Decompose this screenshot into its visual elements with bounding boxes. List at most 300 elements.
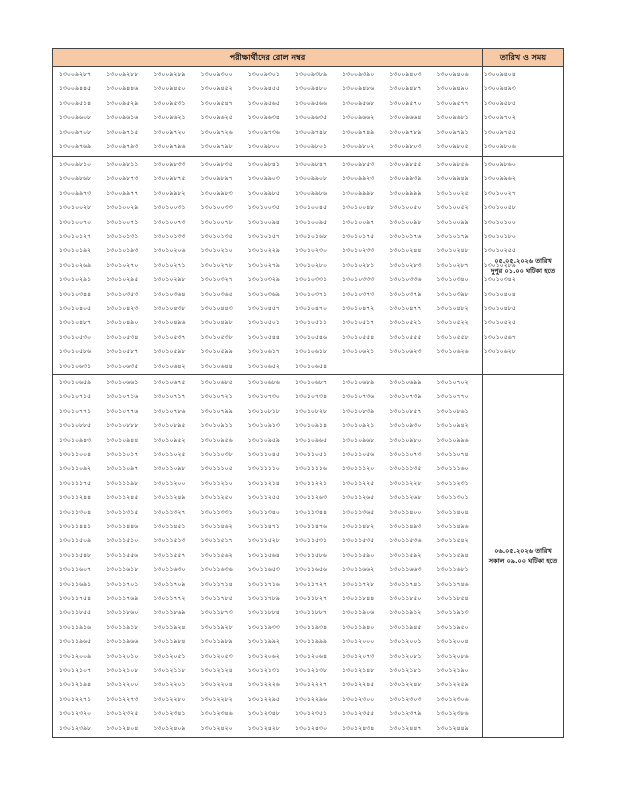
roll-number-cell: ১৩০০৯২৮৭ [59, 71, 92, 78]
roll-number-cell: ১৩০০৯৮০০ [247, 143, 280, 150]
roll-number-cell: ১৩০০৯৬৮১ [436, 114, 469, 122]
roll-number-cell: ১৩০১১৯৬৫ [59, 638, 92, 646]
roll-number-cell: ১৩০১২২০১ [153, 681, 186, 689]
roll-number-cell: ১৩০১০৫৮৭ [106, 348, 139, 356]
roll-number-cell: ১৩০০৯৩৯০ [342, 71, 375, 78]
roll-number-cell: ১৩০১১৫১০ [106, 537, 139, 545]
roll-number-cell: ১৩০১১৭১৬ [247, 580, 280, 588]
roll-number-cell: ১৩০১১৫৬২ [200, 551, 233, 559]
roll-number-cell: ১৩০১০৫৪৬ [294, 333, 328, 341]
roll-number-cell: ১৩০১২০৮৬ [436, 652, 469, 660]
roll-number-cell: ১৩০১০৫১৭ [342, 319, 375, 327]
roll-number-cell: ১৩০০৯৭০২ [483, 114, 516, 122]
roll-number-cell: ১৩০১০৬২১ [342, 348, 375, 356]
roll-number-cell: ১৩০১০৩৬৪ [153, 290, 186, 298]
roll-number-cell: ১৩০১০২৮৩ [389, 261, 422, 269]
roll-number-cell: ১৩০১০৮৬১ [436, 407, 469, 415]
roll-number-cell: ১৩০১০৯১১ [200, 422, 233, 430]
roll-number-cell: ১৩০১১৭২৮ [342, 580, 375, 588]
roll-number-cell: ১৩০১২০০৪ [436, 638, 469, 646]
roll-number-cell: ১৩০১০২১০ [200, 247, 233, 255]
roll-number-cell: ১৩০১০১৬৮ [294, 233, 328, 240]
roll-number-cell: ১৩০০৯৮৬০ [483, 161, 516, 168]
roll-number-cell: ১৩০০৯৩০০ [200, 71, 233, 78]
roll-number-cell: ১৩০১০৩৩৩ [342, 276, 375, 284]
roll-number-cell: ১৩০১১০৭৪ [436, 451, 469, 458]
roll-number-cell: ১৩০১১৮৬০ [106, 609, 139, 617]
roll-number-cell: ১৩০১০৯৪২ [436, 422, 469, 430]
roll-number-cell: ১৩০০৯৫১৪ [59, 99, 92, 107]
roll-row [59, 273, 531, 287]
roll-row [59, 376, 484, 390]
roll-number-cell: ১৩০০৯৪৯০ [436, 85, 469, 93]
roll-number-cell: ১৩০১০৭৯৯ [200, 407, 233, 415]
roll-number-cell [389, 360, 436, 374]
roll-number-cell: ১৩০১১১৭৫ [59, 479, 92, 487]
roll-row [59, 592, 484, 606]
roll-number-block [53, 67, 516, 156]
roll-number-cell: ১৩০১১২৫০ [200, 494, 233, 502]
session-date-cell [483, 67, 563, 156]
roll-number-cell: ১৩০১২২৯৬ [294, 695, 328, 703]
roll-number-cell: ১৩০১২৩৪৬ [200, 710, 233, 718]
roll-number-cell: ১৩০০৯৮০৫ [436, 143, 469, 150]
roll-number-cell: ১৩০০৯৯৩৯ [389, 175, 422, 183]
roll-number-cell: ১৩০১২৩০৬ [436, 695, 469, 703]
roll-number-cell: ১৩০০৯৮৫৩ [342, 161, 375, 168]
roll-number-cell: ১৩০১১৮৭৩ [200, 609, 233, 617]
roll-number-cell: ১৩০১০০৫৮ [483, 204, 516, 212]
roll-number-cell: ১৩০১০০৪৮ [342, 204, 375, 212]
roll-number-cell: ১৩০১০০৩১ [153, 204, 186, 212]
roll-number-cell: ১৩০১০২৬৯ [59, 261, 92, 269]
roll-row [59, 520, 484, 534]
roll-row [59, 97, 531, 111]
roll-number-cell: ১৩০১০৪৭২ [342, 305, 375, 312]
roll-number-cell: ১৩০১২১৯০ [436, 667, 469, 674]
roll-number-cell: ১৩০০৯৮৩৩ [153, 161, 186, 168]
roll-number-cell: ১৩০০৯৭৯১ [436, 128, 469, 136]
roll-number-cell: ১৩০০৯৮০৩ [389, 143, 422, 150]
roll-number-cell: ১৩০১০৯৯৬ [436, 436, 469, 444]
roll-number-cell: ১৩০১০২৩৩ [342, 247, 375, 255]
roll-number-cell: ১৩০১০৭৭৬ [106, 407, 139, 415]
roll-number-cell: ১৩০১১০১৭ [106, 451, 139, 458]
roll-number-cell: ১৩০১২৪৩৪ [342, 724, 375, 732]
roll-row [59, 722, 484, 736]
roll-number-cell: ১৩০১০৩৩৬ [389, 276, 422, 284]
roll-row [59, 331, 531, 345]
roll-number-cell: ১৩০১১২৪৯ [153, 494, 186, 502]
session-date: ০৫.০৫.২০২৬ তারিখ [494, 256, 552, 265]
roll-number-cell: ১৩০১১৯৯৯ [294, 638, 328, 646]
roll-number-cell: ১৩০১১১১৬ [294, 465, 328, 473]
roll-number-cell: ১৩০১০৮৯৫ [153, 422, 186, 430]
roll-number-cell: ১৩০১২২৯৫ [247, 695, 280, 703]
roll-number-cell: ১৩০১১৯২৮ [200, 623, 233, 631]
roll-number-cell: ১৩০০৯৮৪৭ [294, 161, 328, 168]
roll-number-cell: ১৩০১২৪০৯ [153, 724, 186, 732]
roll-number-cell: ১৩০১০২৭১ [153, 261, 186, 269]
roll-number-cell: ১৩০০৯৯৮৬ [294, 189, 328, 197]
roll-number-cell: ১৩০০৯৭৪৮ [294, 128, 328, 136]
roll-number-cell: ১৩০১০৩৬৫ [200, 290, 233, 298]
roll-number-cell: ১৩০১২২২৭ [294, 681, 328, 689]
roll-number-cell: ১৩০১২২৭১ [59, 695, 92, 703]
roll-row [59, 390, 484, 404]
roll-number-cell: ১৩০১০০৭১ [106, 218, 139, 226]
roll-number-cell: ১৩০১১৯১৮ [106, 623, 139, 631]
roll-number-cell: ১৩০১০১৭৬ [389, 233, 422, 240]
roll-number-cell [342, 360, 389, 374]
roll-number-cell: ১৩০১১৬৫৬ [294, 566, 328, 574]
roll-number-cell: ১৩০১১৭১৪ [200, 580, 233, 588]
roll-number-cell: ১৩০১১১০৫ [200, 465, 233, 473]
roll-number-cell: ১৩০১১০৯৭ [106, 465, 139, 473]
roll-number-cell: ১৩০১২৩৯৮ [59, 724, 92, 732]
roll-number-cell: ১৩০০৯৭০৮ [59, 128, 92, 136]
roll-number-cell: ১৩০১১৫৩১ [294, 537, 328, 545]
roll-number-cell: ১৩০১০৬৪২ [153, 362, 186, 370]
roll-number-cell: ১৩০১০২৯১ [59, 276, 92, 284]
roll-number-cell: ১৩০১২০৭৩ [342, 652, 375, 660]
roll-number-cell: ১৩০১০৭৩০ [247, 393, 280, 401]
roll-number-cell: ১৩০০৯৯০৮ [294, 175, 328, 183]
roll-number-cell: ১৩০১১৮২৭ [294, 595, 328, 602]
roll-number-cell: ১৩০১০২৪৪ [389, 247, 422, 255]
roll-number-cell: ১৩০১১৮৮৪ [247, 609, 280, 617]
session-date-cell [483, 375, 563, 737]
roll-row [59, 158, 531, 172]
exam-session-2 [53, 157, 563, 375]
roll-number-cell: ১৩০১০৩৭১ [294, 290, 328, 298]
roll-row [59, 549, 484, 563]
roll-number-cell: ১৩০১২১২৪ [200, 667, 233, 674]
roll-number-cell: ১৩০১০০২৮ [59, 204, 92, 212]
roll-number-cell: ১৩০১১৬১৮ [106, 566, 139, 574]
roll-number-cell: ১৩০১০৭১৫ [59, 393, 92, 401]
roll-number-cell: ১৩০১১৩৩১ [200, 508, 233, 516]
roll-number-cell: ১৩০১০৪৭০ [294, 305, 328, 312]
roll-number-cell: ১৩০১১৫৬৪ [247, 551, 280, 559]
roll-number-cell: ১৩০১০২৫৫ [483, 247, 516, 255]
roll-number-cell: ১৩০১০২৭০ [106, 261, 139, 269]
roll-number-cell: ১৩০১০৮২৮ [294, 407, 328, 415]
roll-row [59, 578, 484, 592]
session-time: দুপুর ০১.০০ ঘটিকা হতে [490, 266, 556, 275]
roll-number-cell: ১৩০১০৮৫৭ [389, 407, 422, 415]
roll-number-cell: ১৩০১১০৭৩ [389, 451, 422, 458]
roll-number-cell: ১৩০১২১০৮ [106, 667, 139, 674]
roll-number-cell: ১৩০১০৭৩৯ [389, 393, 422, 401]
roll-number-cell: ১৩০০৯৭৬৯ [59, 143, 92, 150]
roll-number-cell: ১৩০১০৯৫২ [153, 436, 186, 444]
roll-number-cell: ১৩০১১৮৫৫ [59, 609, 92, 617]
roll-number-cell: ১৩০১২৪২৮ [247, 724, 280, 732]
roll-number-cell: ১৩০১১৯১৩ [436, 609, 469, 617]
roll-number-cell: ১৩০১০৫০১ [247, 319, 280, 327]
roll-number-cell: ১৩০১১৯৪৫ [389, 623, 422, 631]
roll-number-cell: ১৩০১০৬৭৫ [153, 379, 186, 386]
roll-number-cell: ১৩০১১২৫৫ [247, 494, 280, 502]
roll-number-cell: ১৩০১২১৯৪ [59, 681, 92, 689]
roll-number-cell: ১৩০১০০৭৮ [200, 218, 233, 226]
roll-number-cell: ১৩০১০৫৯৮ [153, 348, 186, 356]
roll-number-cell: ১৩০১০২৯৫ [106, 276, 139, 284]
roll-number-cell: ১৩০১২৩৫৫ [342, 710, 375, 718]
roll-number-cell: ১৩০১২২৪৫ [342, 681, 375, 689]
roll-number-cell: ১৩০১১০৪৫ [247, 451, 280, 458]
roll-number-cell: ১৩০০৯৯৮৩ [200, 189, 233, 197]
roll-number-cell: ১৩০১২৪০৪ [106, 724, 139, 732]
roll-number-cell: ১৩০১০২০৬ [153, 247, 186, 255]
roll-number-cell: ১৩০১০১২৭ [59, 233, 92, 240]
roll-number-cell: ১৩০০৯৩৮৯ [294, 71, 328, 78]
roll-number-cell: ১৩০১২২৮২ [200, 695, 233, 703]
roll-row [59, 288, 531, 302]
roll-number-cell: ১৩০১০৭১৬ [106, 393, 139, 401]
roll-number-cell: ১৩০১১৪৫১ [153, 523, 186, 530]
roll-number-cell: ১৩০০৯৭৯৩ [106, 143, 139, 150]
roll-number-cell: ১৩০০৯৮৫৫ [389, 161, 422, 168]
roll-number-cell: ১৩০০৯৮৯৭ [200, 175, 233, 183]
roll-number-cell: ১৩০১০৬২৩ [389, 348, 422, 356]
roll-row [59, 462, 484, 476]
roll-number-cell: ১৩০১০৮৮৫ [59, 422, 92, 430]
roll-number-cell: ১৩০১০৭৩৪ [294, 393, 328, 401]
roll-number-cell: ১৩০১২৪৪৯ [436, 724, 469, 732]
roll-number-cell: ১৩০১২২২৬ [247, 681, 280, 689]
roll-number-cell: ১৩০১১৬৬২ [342, 566, 375, 574]
roll-number-cell: ১৩০১০৯৩০ [389, 422, 422, 430]
roll-number-cell: ১৩০১১৩৪০ [247, 508, 280, 516]
session-date: ০৬.০৫.২০২৬ তারিখ [494, 547, 552, 555]
roll-number-cell: ১৩০০৯৫৬৫ [247, 99, 280, 107]
roll-number-cell: ১৩০১১২২১ [294, 479, 328, 487]
roll-number-cell: ১৩০০৯৮৭৫ [153, 175, 186, 183]
roll-number-cell: ১৩০১০৭০২ [436, 379, 469, 386]
roll-number-table [52, 48, 564, 738]
roll-number-cell: ১৩০১১২৪৪ [59, 494, 92, 502]
roll-number-cell: ১৩০০৯৪৫০ [153, 85, 186, 93]
roll-row [59, 82, 531, 96]
roll-number-cell: ১৩০১১৯৬৬ [106, 638, 139, 646]
roll-number-cell: ১৩০১১৮৫৪ [436, 595, 469, 602]
roll-number-cell: ১৩০১২৪৩০ [294, 724, 328, 732]
roll-number-cell: ১৩০১০৯৬৫ [294, 436, 328, 444]
roll-number-cell: ১৩০১১৯৮৪ [153, 638, 186, 646]
roll-number-cell: ১৩০১১০৫১ [294, 451, 328, 458]
roll-number-cell: ১৩০১২২০০ [106, 681, 139, 689]
session-date-cell [483, 157, 563, 374]
roll-number-cell: ১৩০০৯৫৮৫ [483, 99, 516, 107]
roll-number-cell: ১৩০১১৩২৭ [153, 508, 186, 516]
roll-number-cell: ১৩০১০১০০ [483, 218, 516, 226]
roll-number-cell: ১৩০০৯৪৮৬ [342, 85, 375, 93]
roll-number-cell: ১৩০১১২৩১ [436, 479, 469, 487]
roll-number-cell: ১৩০০৯৪৮০ [294, 85, 328, 93]
roll-row [59, 140, 531, 154]
date-time-header: তারিখ ও সময় [483, 49, 563, 67]
roll-number-cell: ১৩০১১৭৮৫ [200, 595, 233, 602]
roll-number-cell: ১৩০১০০৪৫ [294, 204, 328, 212]
roll-number-cell: ১৩০১১৩১৫ [106, 508, 139, 516]
roll-number-cell: ১৩০১২২৫৯ [436, 681, 469, 689]
roll-number-cell: ১৩০১০৪০৫ [59, 305, 92, 312]
roll-number-cell: ১৩০১১৪৪১ [59, 523, 92, 530]
roll-number-cell: ১৩০১২৪৪৭ [389, 724, 422, 732]
roll-number-cell: ১৩০০৯৮৭৩ [106, 175, 139, 183]
roll-number-cell: ১৩০১০৪৭৭ [389, 305, 422, 312]
roll-number-cell: ১৩০১০৬৮৯ [342, 379, 375, 386]
roll-number-cell: ১৩০০৯৭১৫ [106, 128, 139, 136]
roll-row [59, 434, 484, 448]
roll-number-cell: ১৩০১০৬৫২ [247, 362, 280, 370]
roll-number-cell: ১৩০১২০৮১ [389, 652, 422, 660]
roll-number-cell: ১৩০১২২০৪ [200, 681, 233, 689]
roll-number-cell: ১৩০১১৩৬৫ [342, 508, 375, 516]
roll-number-cell: ১৩০০৯৭৯৬ [153, 143, 186, 150]
roll-number-cell: ১৩০১০৭৭১ [59, 407, 92, 415]
roll-number-cell: ১৩০১১৮৮৭ [294, 609, 328, 617]
roll-number-cell: ১৩০১০৬৮৭ [294, 379, 328, 386]
roll-number-cell: ১৩০১০৯২১ [342, 422, 375, 430]
roll-number-cell: ১৩০১১৩০৪ [59, 508, 92, 516]
roll-number-cell: ১৩০১০৪৯৬ [153, 319, 186, 327]
roll-number-cell: ১৩০১০৬৯৯ [389, 379, 422, 386]
roll-row [59, 126, 531, 140]
roll-number-cell: ১৩০১২০০৯ [59, 652, 92, 660]
roll-row [59, 477, 484, 491]
roll-number-cell: ১৩০১১৯৩৩ [247, 623, 280, 631]
roll-number-cell: ১৩০১০০৭০ [59, 218, 92, 226]
roll-number-cell: ১৩০০৯৮৪১ [247, 161, 280, 168]
roll-number-cell: ১৩০০৯৬৩৫ [294, 114, 328, 122]
roll-number-cell: ১৩০১১৩৪৪ [294, 508, 328, 516]
roll-number-cell: ১৩০১০৩৭৯ [389, 290, 422, 298]
roll-number-cell: ১৩০১০৩৪২ [483, 276, 516, 284]
roll-number-cell: ১৩০১২৩৭৯ [389, 710, 422, 718]
roll-number-cell: ১৩০১০৫১১ [294, 319, 328, 327]
roll-number-cell: ১৩০১১৬৬৩ [389, 566, 422, 574]
roll-number-cell: ১৩০১১৮৬৯ [153, 609, 186, 617]
roll-number-cell: ১৩০১০৯১৩ [247, 422, 280, 430]
roll-number-cell: ১৩০১১৭০১ [106, 580, 139, 588]
roll-number-cell: ১৩০১১৭০৯ [153, 580, 186, 588]
roll-number-cell: ১৩০০৯৬৩৪ [247, 114, 280, 122]
roll-row [59, 216, 531, 230]
roll-number-cell: ১৩০১০৫২৫ [483, 319, 516, 327]
roll-number-cell: ১৩০০৯২৮৮ [106, 71, 139, 78]
roll-number-cell: ১৩০০৯৩০১ [247, 71, 280, 78]
roll-number-cell: ১৩০০৯৭২৬ [200, 128, 233, 136]
roll-number-cell: ১৩০১১৮৪৪ [342, 595, 375, 602]
roll-number-cell: ১৩০১০০৯৫ [294, 218, 328, 226]
roll-number-cell: ১৩০১০২৮১ [342, 261, 375, 269]
roll-row [59, 707, 484, 721]
roll-number-cell: ১৩০১০৫৫৮ [436, 333, 469, 341]
roll-row [59, 172, 531, 186]
roll-row [59, 230, 531, 244]
roll-number-cell: ১৩০১২১০৭ [59, 667, 92, 674]
roll-number-cell: ১৩০১১৮৫০ [389, 595, 422, 602]
roll-number-cell: ১৩০১১৭৭২ [153, 595, 186, 602]
roll-number-cell: ১৩০১০৪৪৩ [200, 305, 233, 312]
roll-number-cell: ১৩০০৯৪৪৬ [106, 85, 139, 93]
roll-number-cell: ১৩০১০৬৫৯ [59, 379, 92, 386]
roll-number-cell: ১৩০১০০২৭ [483, 189, 516, 197]
roll-number-cell: ১৩০১০৬২৮ [483, 348, 516, 356]
roll-row [59, 405, 484, 419]
roll-number-cell: ১৩০০৯৮৩৫ [200, 161, 233, 168]
roll-number-cell: ১৩০০৯৭৩৬ [247, 128, 280, 136]
roll-number-cell: ১৩০১০৯৫৬ [200, 436, 233, 444]
roll-number-cell: ১৩০০৯৯৪৯ [436, 175, 469, 183]
roll-number-cell: ১৩০০৯৭৯৮ [200, 143, 233, 150]
roll-number-cell: ১৩০১১৫৪২ [436, 537, 469, 545]
roll-number-header: পরীক্ষার্থীদের রোল নম্বর [53, 49, 483, 67]
roll-number-cell: ১৩০১০৯৬৮ [342, 436, 375, 444]
roll-number-cell: ১৩০১১৭২৭ [294, 580, 328, 588]
roll-number-cell: ১৩০১১৬৩০ [153, 566, 186, 574]
roll-number-cell: ১৩০০৯৬২৫ [200, 114, 233, 122]
roll-number-cell: ১৩০১০৪৩৮ [153, 305, 186, 312]
roll-row [59, 259, 531, 273]
roll-number-cell: ১৩০০৯৪০৪ [483, 71, 516, 78]
roll-number-cell: ১৩০১১৪৭৬ [294, 523, 328, 530]
roll-number-cell: ১৩০১২০৬২ [247, 652, 280, 660]
roll-number-cell: ১৩০০৯৫৭৭ [436, 99, 469, 107]
roll-number-cell: ১৩০১১২৬৫ [342, 494, 375, 502]
roll-number-cell: ১৩০১০০২৫ [436, 189, 469, 197]
roll-number-cell: ১৩০১০৫২১ [389, 319, 422, 327]
roll-number-cell: ১৩০১২৩০৩ [389, 695, 422, 703]
roll-number-cell: ১৩০১১০৩৮ [200, 451, 233, 458]
roll-row [59, 419, 484, 433]
roll-number-cell: ১৩০০৯৪৯৩ [483, 85, 516, 93]
roll-number-cell: ১৩০১০৯৫৯ [247, 436, 280, 444]
roll-number-cell: ১৩০১২১৮১ [389, 667, 422, 674]
roll-number-cell: ১৩০১০০৯৯ [436, 218, 469, 226]
roll-number-cell: ১৩০১০৬৪৪ [200, 362, 233, 370]
roll-number-cell: ১৩০১০৫৩০ [59, 333, 92, 341]
roll-number-cell: ১৩০১১৭৬৯ [106, 595, 139, 602]
roll-number-cell: ১৩০০৯৯৭৭ [106, 189, 139, 197]
roll-number-cell: ১৩০১০৭৩৬ [342, 393, 375, 401]
roll-number-cell: ১৩০১১১৩৫ [389, 465, 422, 473]
roll-number-cell: ১৩০০৯৪০৬ [436, 71, 469, 78]
roll-number-cell: ১৩০১২০৬৪ [294, 652, 328, 660]
roll-number-cell: ১৩০০৯৮০২ [342, 143, 375, 150]
roll-number-cell: ১৩০১১৫৫৭ [153, 551, 186, 559]
roll-number-cell: ১৩০১১৪৬২ [200, 523, 233, 530]
roll-number-cell: ১৩০১০১৩৫ [200, 233, 233, 240]
roll-number-cell: ১৩০১১৫৫৬ [106, 551, 139, 559]
roll-number-cell: ১৩০১০৩২৯ [247, 276, 280, 284]
roll-row [59, 111, 531, 125]
roll-number-cell: ১৩০০৯৯৯৮ [342, 189, 375, 197]
roll-number-cell: ১৩০১১০৯৮ [153, 465, 186, 473]
roll-row [59, 650, 484, 664]
roll-number-cell: ১৩০১১৯৫০ [436, 623, 469, 631]
roll-number-cell: ১৩০০৯৫৭০ [389, 99, 422, 107]
roll-number-cell: ১৩০১০৩৩১ [294, 276, 328, 284]
roll-number-cell: ১৩০১২৩২৫ [106, 710, 139, 718]
roll-number-cell: ১৩০১০৩৫৩ [106, 290, 139, 298]
roll-number-cell: ১৩০১২৩২০ [59, 710, 92, 718]
roll-number-cell: ১৩০১১২১০ [200, 479, 233, 487]
roll-row [59, 621, 484, 635]
